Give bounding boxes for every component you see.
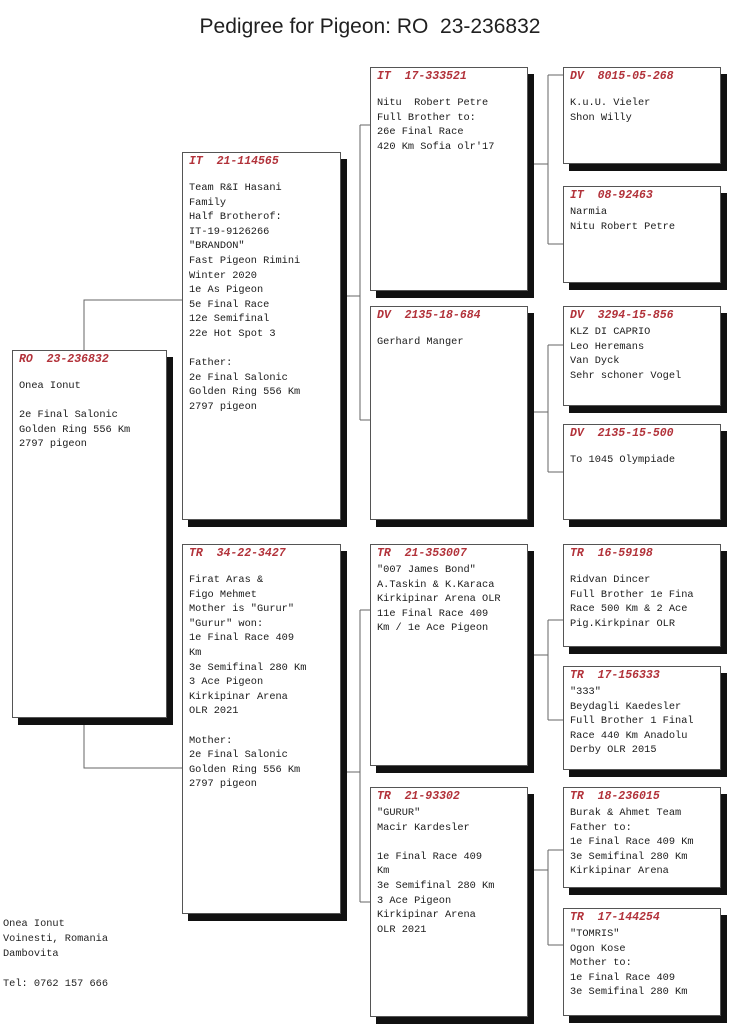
ss-sire-ring-number: DV 8015-05-268 (570, 70, 674, 83)
breeder-name: Onea Ionut (3, 918, 65, 930)
page-title: Pedigree for Pigeon: RO 23-236832 (199, 15, 541, 38)
sire-sire-details: Nitu Robert Petre Full Brother to: 26e Final Race 420 Km Sofia olr'17 (377, 97, 495, 153)
dam-sire-card (370, 544, 528, 766)
ds-dam-card (563, 666, 721, 770)
subject-ring-number: RO 23-236832 (19, 353, 109, 366)
sd-sire-details: KLZ DI CAPRIO Leo Heremans Van Dyck Sehr schoner Vogel (570, 326, 682, 382)
dd-dam-ring-number: TR 17-144254 (570, 911, 660, 924)
dam-dam-card (370, 787, 528, 1017)
dam-dam-ring-number: TR 21-93302 (377, 790, 460, 803)
sire-details: Team R&I Hasani Family Half Brotherof: IT-19-9126266 "BRANDON" Fast Pigeon Rimini Winter 2020 1e As Pigeon 5e Final Race 12e Semifinal 22e Hot Spot 3 Father: 2e Final Salonic Golden Ring 556 Km 2797 pigeon (189, 182, 301, 413)
dam-card (182, 544, 341, 914)
sd-dam-details: To 1045 Olympiade (570, 454, 676, 466)
ss-sire-card (563, 67, 721, 164)
breeder-region: Dambovita (3, 948, 59, 960)
ss-sire-details: K.u.U. Vieler Shon Willy (570, 97, 651, 124)
sire-sire-card (370, 67, 528, 291)
subject-pigeon-card (12, 350, 167, 718)
breeder-phone: Tel: 0762 157 666 (3, 978, 109, 990)
dd-sire-card (563, 787, 721, 888)
dam-sire-ring-number: TR 21-353007 (377, 547, 467, 560)
ds-sire-ring-number: TR 16-59198 (570, 547, 653, 560)
breeder-contact (3, 917, 108, 992)
sire-dam-card (370, 306, 528, 520)
ds-dam-details: "333" Beydagli Kaedesler Full Brother 1 Final Race 440 Km Anadolu Derby OLR 2015 (570, 686, 694, 757)
sd-sire-ring-number: DV 3294-15-856 (570, 309, 674, 322)
ss-dam-card (563, 186, 721, 283)
ds-dam-ring-number: TR 17-156333 (570, 669, 660, 682)
ss-dam-ring-number: IT 08-92463 (570, 189, 653, 202)
ds-sire-details: Ridvan Dincer Full Brother 1e Fina Race 500 Km & 2 Ace Pig.Kirkpinar OLR (570, 574, 694, 630)
sire-card (182, 152, 341, 520)
dd-sire-ring-number: TR 18-236015 (570, 790, 660, 803)
ds-sire-card (563, 544, 721, 647)
sire-sire-ring-number: IT 17-333521 (377, 70, 467, 83)
sd-sire-card (563, 306, 721, 406)
sire-dam-ring-number: DV 2135-18-684 (377, 309, 481, 322)
ss-dam-details: Narmia Nitu Robert Petre (570, 206, 676, 233)
sd-dam-card (563, 424, 721, 520)
sire-dam-details: Gerhard Manger (377, 336, 464, 348)
dam-dam-details: "GURUR" Macir Kardesler 1e Final Race 409 Km 3e Semifinal 280 Km 3 Ace Pigeon Kirkipinar Arena OLR 2021 (377, 807, 495, 936)
dd-dam-card (563, 908, 721, 1016)
breeder-address: Voinesti, Romania (3, 933, 109, 945)
dd-dam-details: "TOMRIS" Ogon Kose Mother to: 1e Final Race 409 3e Semifinal 280 Km (570, 928, 688, 999)
footer-spacer (3, 962, 108, 977)
dam-ring-number: TR 34-22-3427 (189, 547, 286, 560)
sd-dam-ring-number: DV 2135-15-500 (570, 427, 674, 440)
dam-details: Firat Aras & Figo Mehmet Mother is "Gurur" "Gurur" won: 1e Final Race 409 Km 3e Semifinal 280 Km 3 Ace Pigeon Kirkipinar Arena OLR 2021 Mother: 2e Final Salonic Golden Ring 556 Km 2797 pigeon (189, 574, 307, 791)
sire-ring-number: IT 21-114565 (189, 155, 279, 168)
dam-sire-details: "007 James Bond" A.Taskin & K.Karaca Kirkipinar Arena OLR 11e Final Race 409 Km / 1e Ace Pigeon (377, 564, 501, 635)
dd-sire-details: Burak & Ahmet Team Father to: 1e Final Race 409 Km 3e Semifinal 280 Km Kirkipinar Arena (570, 807, 694, 878)
subject-details: Onea Ionut 2e Final Salonic Golden Ring 556 Km 2797 pigeon (19, 380, 131, 451)
